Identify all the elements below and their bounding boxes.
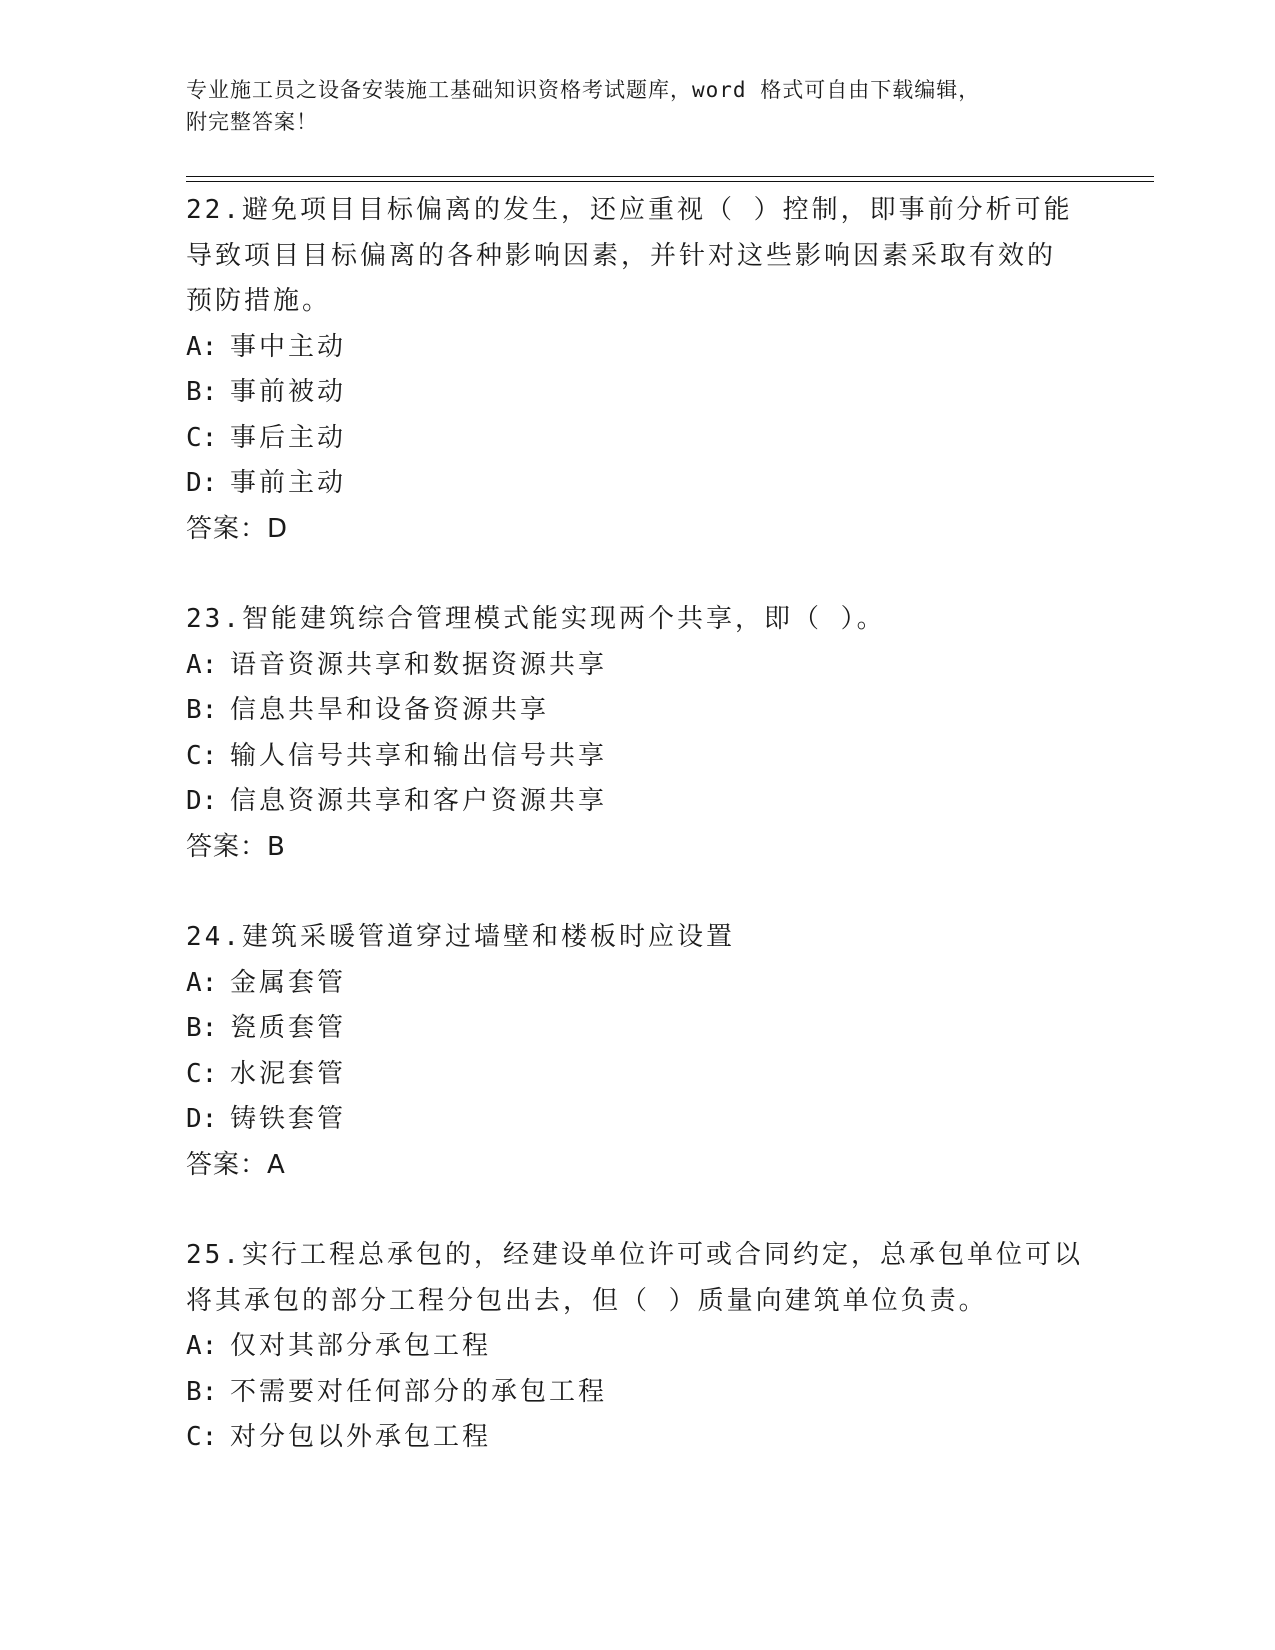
header-divider-bottom xyxy=(186,181,1154,182)
option-label: D: xyxy=(186,1104,218,1134)
option-label: A: xyxy=(186,331,218,362)
option-text: 输人信号共享和输出信号共享 xyxy=(230,740,608,771)
option-label: D: xyxy=(186,786,218,816)
answer-line: 答案：A xyxy=(186,1149,286,1180)
option-c xyxy=(186,1415,1086,1461)
option-text: 不需要对任何部分的承包工程 xyxy=(230,1376,608,1407)
option-label: A: xyxy=(186,967,218,998)
question-stem-line: 预防措施。 xyxy=(186,286,332,316)
option-b xyxy=(186,370,1086,416)
question-stem-line: 22.避免项目目标偏离的发生，还应重视（ ）控制，即事前分析可能 xyxy=(186,195,1073,225)
option-text: 瓷质套管 xyxy=(230,1013,347,1043)
option-label: B: xyxy=(186,1013,218,1043)
option-d xyxy=(186,461,1086,507)
question-list xyxy=(186,188,1086,1461)
option-label: A: xyxy=(186,649,218,680)
spacer xyxy=(186,1188,1086,1233)
option-text: 事前被动 xyxy=(230,377,347,407)
spacer xyxy=(186,552,1086,597)
document-header xyxy=(186,74,1086,138)
question-24 xyxy=(186,915,1086,1188)
answer-line: 答案：D xyxy=(186,513,289,544)
option-a xyxy=(186,961,1086,1007)
option-a xyxy=(186,325,1086,371)
answer-line: 答案：B xyxy=(186,831,286,862)
header-line-2: 附完整答案！ xyxy=(186,110,318,134)
option-text: 铸铁套管 xyxy=(230,1104,347,1134)
option-c xyxy=(186,1052,1086,1098)
option-text: 水泥套管 xyxy=(230,1058,347,1089)
option-b xyxy=(186,688,1086,734)
question-stem-line: 导致项目目标偏离的各种影响因素，并针对这些影响因素采取有效的 xyxy=(186,240,1057,271)
option-label: D: xyxy=(186,468,218,498)
question-stem-line: 23.智能建筑综合管理模式能实现两个共享，即（ ）。 xyxy=(186,604,886,634)
header-line-1: 专业施工员之设备安装施工基础知识资格考试题库，word 格式可自由下载编辑， xyxy=(186,78,981,102)
option-text: 事中主动 xyxy=(230,331,347,362)
option-text: 信息共旱和设备资源共享 xyxy=(230,695,550,725)
question-stem-line: 将其承包的部分工程分包出去，但（ ）质量向建筑单位负责。 xyxy=(186,1285,988,1316)
question-22 xyxy=(186,188,1086,552)
option-c xyxy=(186,734,1086,780)
option-a xyxy=(186,643,1086,689)
option-label: C: xyxy=(186,422,218,453)
option-text: 仅对其部分承包工程 xyxy=(230,1331,492,1361)
question-23 xyxy=(186,597,1086,870)
option-b xyxy=(186,1006,1086,1052)
option-text: 信息资源共享和客户资源共享 xyxy=(230,786,608,816)
option-label: B: xyxy=(186,377,218,407)
option-label: A: xyxy=(186,1331,218,1361)
option-c xyxy=(186,416,1086,462)
question-25 xyxy=(186,1233,1086,1461)
option-b xyxy=(186,1370,1086,1416)
option-text: 事前主动 xyxy=(230,468,347,498)
option-label: C: xyxy=(186,1058,218,1089)
option-text: 金属套管 xyxy=(230,967,347,998)
option-label: C: xyxy=(186,740,218,771)
option-label: B: xyxy=(186,1376,218,1407)
question-stem-line: 24.建筑采暖管道穿过墙壁和楼板时应设置 xyxy=(186,922,735,952)
option-label: B: xyxy=(186,695,218,725)
option-d xyxy=(186,779,1086,825)
header-divider-top xyxy=(186,176,1154,177)
option-text: 对分包以外承包工程 xyxy=(230,1422,492,1452)
option-text: 语音资源共享和数据资源共享 xyxy=(230,649,608,680)
question-stem-line: 25.实行工程总承包的，经建设单位许可或合同约定，总承包单位可以 xyxy=(186,1240,1083,1270)
option-text: 事后主动 xyxy=(230,422,347,453)
option-d xyxy=(186,1097,1086,1143)
option-label: C: xyxy=(186,1422,218,1452)
option-a xyxy=(186,1324,1086,1370)
spacer xyxy=(186,870,1086,915)
